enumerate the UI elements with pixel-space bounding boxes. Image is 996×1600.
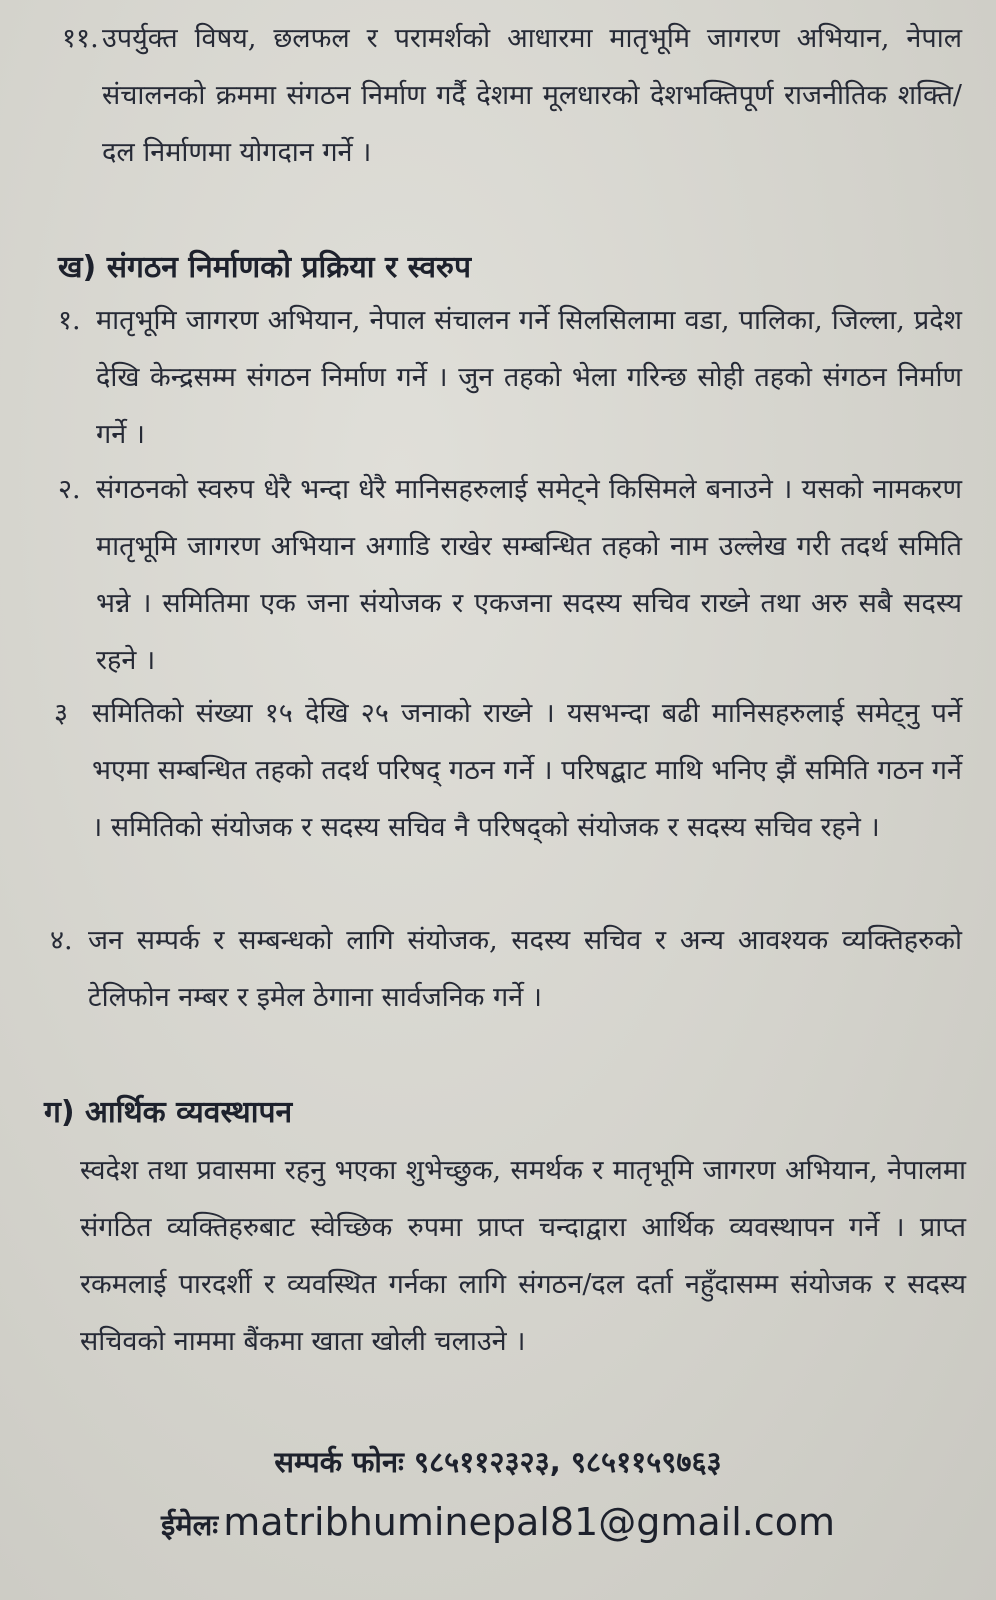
- financial-paragraph: स्वदेश तथा प्रवासमा रहनु भएका शुभेच्छुक, समर्थक र मातृभूमि जागरण अभियान, नेपालमा संगठित व्यक्तिहरुबाट स्वेच्छिक रुपमा प्राप्त चन्दाद्वारा आर्थिक व्यवस्थापन गर्ने । प्राप्त रकमलाई पारदर्शी र व्यवस्थित गर्नका लागि संगठन/दल दर्ता नहुँदासम्म संयोजक र सदस्य सचिवको नाममा बैंकमा खाता खोली चलाउने ।: [80, 1155, 966, 1357]
- contact-email: [0, 1500, 996, 1544]
- item-text: जन सम्पर्क र सम्बन्धको लागि संयोजक, सदस्य सचिव र अन्य आवश्यक व्यक्तिहरुको टेलिफोन नम्बर र इमेल ठेगाना सार्वजनिक गर्ने ।: [88, 925, 962, 1013]
- section-heading-organization: ख) संगठन निर्माणको प्रक्रिया र स्वरुप: [58, 250, 472, 285]
- item-text: मातृभूमि जागरण अभियान, नेपाल संचालन गर्ने सिलसिलामा वडा, पालिका, जिल्ला, प्रदेश देखि केन्द्रसम्म संगठन निर्माण गर्ने । जुन तहको भेला गरिन्छ सोही तहको संगठन निर्माण गर्ने ।: [96, 305, 962, 450]
- item-number: १.: [58, 305, 81, 336]
- list-item-2: [58, 461, 962, 689]
- item-text: उपर्युक्त विषय, छलफल र परामर्शको आधारमा मातृभूमि जागरण अभियान, नेपाल संचालनको क्रममा संगठन निर्माण गर्दै देशमा मूलधारको देशभक्तिपूर्ण राजनीतिक शक्ति/दल निर्माणमा योगदान गर्ने ।: [102, 23, 962, 168]
- list-item-4: [50, 912, 962, 1026]
- list-item-3: [54, 685, 962, 856]
- list-item-11: [62, 10, 962, 181]
- list-item-1: [58, 292, 962, 463]
- contact-phone: [0, 1442, 996, 1481]
- item-number: ३: [54, 698, 69, 729]
- section-heading-financial: ग) आर्थिक व्यवस्थापन: [44, 1095, 293, 1130]
- item-number: ४.: [50, 925, 73, 956]
- item-number: २.: [58, 474, 81, 505]
- email-address: matribhuminepal81@gmail.com: [223, 1500, 835, 1544]
- email-label: ईमेलः: [160, 1508, 219, 1542]
- item-number: ११.: [62, 23, 99, 54]
- contact-phone-text: सम्पर्क फोनः ९८५११२३२३, ९८५११५९७६३: [274, 1445, 722, 1479]
- item-text: समितिको संख्या १५ देखि २५ जनाको राख्ने । यसभन्दा बढी मानिसहरुलाई समेट्नु पर्ने भएमा सम्बन्धित तहको तदर्थ परिषद् गठन गर्ने । परिषद्बाट माथि भनिए झैं समिति गठन गर्ने । समितिको संयोजक र सदस्य सचिव नै परिषद्को संयोजक र सदस्य सचिव रहने ।: [92, 698, 962, 843]
- item-text: संगठनको स्वरुप धेरै भन्दा धेरै मानिसहरुलाई समेट्ने किसिमले बनाउने । यसको नामकरण मातृभूमि जागरण अभियान अगाडि राखेर सम्बन्धित तहको नाम उल्लेख गरी तदर्थ समिति भन्ने । समितिमा एक जना संयोजक र एकजना सदस्य सचिव राख्ने तथा अरु सबै सदस्य रहने ।: [96, 474, 962, 676]
